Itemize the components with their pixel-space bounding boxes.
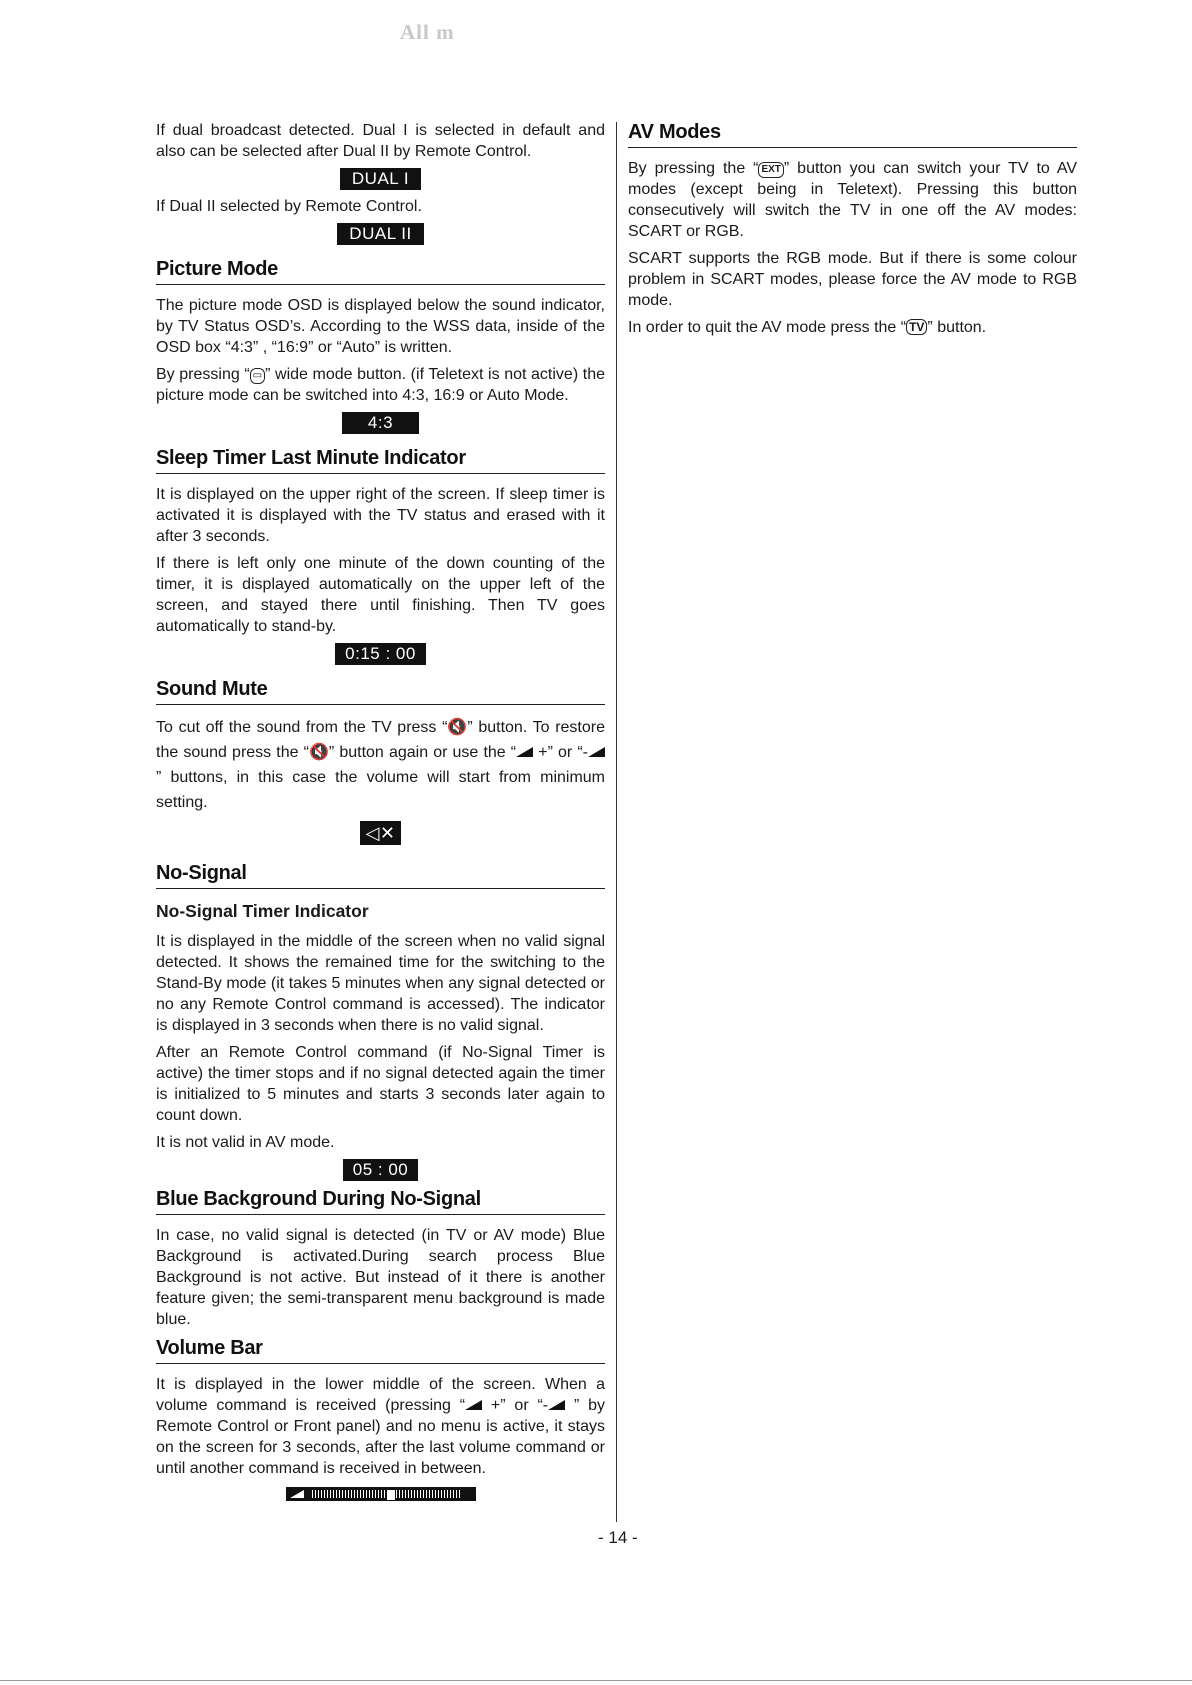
dual-paragraph-1: If dual broadcast detected. Dual I is selected in default and also can be selected after Dual II by Remote Control.: [156, 122, 605, 160]
text-segment: +” or “-: [482, 1397, 549, 1414]
osd-no-signal-wrap: [156, 1159, 605, 1183]
no-signal-paragraph-2: After an Remote Control command (if No-Signal Timer is active) the timer stops and if no signal detected again the timer is initialized to 5 minutes and starts 3 seconds later again to count down.: [156, 1044, 605, 1124]
av-modes-heading: AV Modes: [628, 120, 1077, 148]
osd-volume-bar-wrap: [156, 1485, 605, 1509]
av-modes-paragraph-1: [628, 158, 1077, 242]
watermark-text: All m: [400, 20, 455, 44]
volume-bar-graphic: [286, 1487, 476, 1501]
av-modes-paragraph-2: SCART supports the RGB mode. But if there is some colour problem in SCART modes, please force the AV mode to RGB mode.: [628, 250, 1077, 309]
osd-picture-mode-wrap: [156, 412, 605, 436]
blue-background-heading: Blue Background During No-Signal: [156, 1187, 605, 1215]
wide-mode-icon: ▭: [250, 368, 265, 384]
picture-mode-paragraph-1: The picture mode OSD is displayed below the sound indicator, by TV Status OSD’s. According to the WSS data, inside of the OSD box “4:3” , “16:9” or “Auto” is written.: [156, 297, 605, 356]
text-segment: By pressing the “: [628, 160, 759, 177]
text-segment: It is displayed in the lower middle of the screen. When a volume command is received (pressing “: [156, 1376, 605, 1414]
mute-icon: 🔇: [308, 744, 329, 761]
page-number: - 14 -: [598, 1528, 638, 1547]
osd-sleep-timer: 0:15 : 00: [335, 643, 426, 665]
text-segment: ” button.: [927, 319, 987, 336]
osd-no-signal-timer: 05 : 00: [343, 1159, 419, 1181]
blue-background-paragraph: In case, no valid signal is detected (in TV or AV mode) Blue Background is activated.During search process Blue Background is not active. But instead of it there is another feature given; the semi-transparent menu background is made blue.: [156, 1227, 605, 1328]
text-segment: ” wide mode button. (if Teletext is not active) the picture mode can be switched into 4:3, 16:9 or Auto Mode.: [156, 366, 605, 404]
sleep-timer-heading: Sleep Timer Last Minute Indicator: [156, 446, 605, 474]
osd-mute-wrap: [156, 821, 605, 851]
no-signal-paragraph-3: It is not valid in AV mode.: [156, 1134, 335, 1151]
volume-bar-heading: Volume Bar: [156, 1336, 605, 1364]
text-segment: In order to quit the AV mode press the “: [628, 319, 907, 336]
picture-mode-paragraph-2: [156, 364, 605, 406]
mute-icon: 🔇: [447, 719, 468, 736]
volume-wedge-icon: [465, 1400, 482, 1410]
column-divider: [616, 122, 617, 1522]
sound-mute-heading: Sound Mute: [156, 677, 605, 705]
osd-dual-2: DUAL II: [337, 223, 423, 245]
text-segment: ” button again or use the “: [328, 744, 517, 761]
osd-dual-2-wrap: [156, 223, 605, 247]
sound-mute-paragraph: [156, 715, 605, 815]
bottom-rule: [0, 1680, 1192, 1681]
volume-wedge-icon: [516, 747, 533, 757]
tv-button-icon: TV: [906, 319, 927, 335]
no-signal-paragraph-1: It is displayed in the middle of the screen when no valid signal detected. It shows the remained time for the switching to the Stand-By mode (it takes 5 minutes when any signal detected or no any Remote Control command is accessed). The indicator is displayed in 3 seconds when there is no valid signal.: [156, 933, 605, 1034]
text-segment: By pressing “: [156, 366, 250, 383]
volume-wedge-icon: [548, 1400, 565, 1410]
osd-mute-icon: ◁✕: [360, 821, 402, 845]
text-segment: To cut off the sound from the TV press “: [156, 719, 448, 736]
text-segment: ” buttons, in this case the volume will start from minimum setting.: [156, 769, 605, 811]
left-column: [156, 120, 605, 1513]
volume-bar-paragraph: [156, 1374, 605, 1479]
volume-wedge-icon: [588, 747, 605, 757]
dual-paragraph-2: If Dual II selected by Remote Control.: [156, 198, 422, 215]
no-signal-timer-subheading: No-Signal Timer Indicator: [156, 901, 369, 921]
text-segment: ” button. To restore the sound press the “: [156, 719, 606, 761]
sleep-timer-paragraph-1: It is displayed on the upper right of the screen. If sleep timer is activated it is displayed with the TV status and erased with it after 3 seconds.: [156, 486, 605, 545]
osd-dual-1: DUAL I: [340, 168, 421, 190]
osd-picture-mode: 4:3: [342, 412, 419, 434]
av-modes-paragraph-3: [628, 317, 1077, 338]
sleep-timer-paragraph-2: If there is left only one minute of the down counting of the timer, it is displayed automatically on the upper left of the screen, and stayed there until finishing. Then TV goes automatically to stand-by.: [156, 555, 605, 635]
osd-sleep-timer-wrap: [156, 643, 605, 667]
text-segment: +” or “-: [533, 744, 589, 761]
no-signal-heading: No-Signal: [156, 861, 605, 889]
right-column: [628, 120, 1077, 344]
picture-mode-heading: Picture Mode: [156, 257, 605, 285]
ext-button-icon: EXT: [758, 162, 783, 178]
text-segment: ” button you can switch your TV to AV modes (except being in Teletext). Pressing this button consecutively will switch the TV in one off the AV modes: SCART or RGB.: [628, 160, 1077, 240]
osd-dual-1-wrap: [156, 168, 605, 192]
text-segment: ” by Remote Control or Front panel) and no menu is active, it stays on the screen for 3 seconds, after the last volume command or until another command is received in between.: [156, 1397, 606, 1477]
